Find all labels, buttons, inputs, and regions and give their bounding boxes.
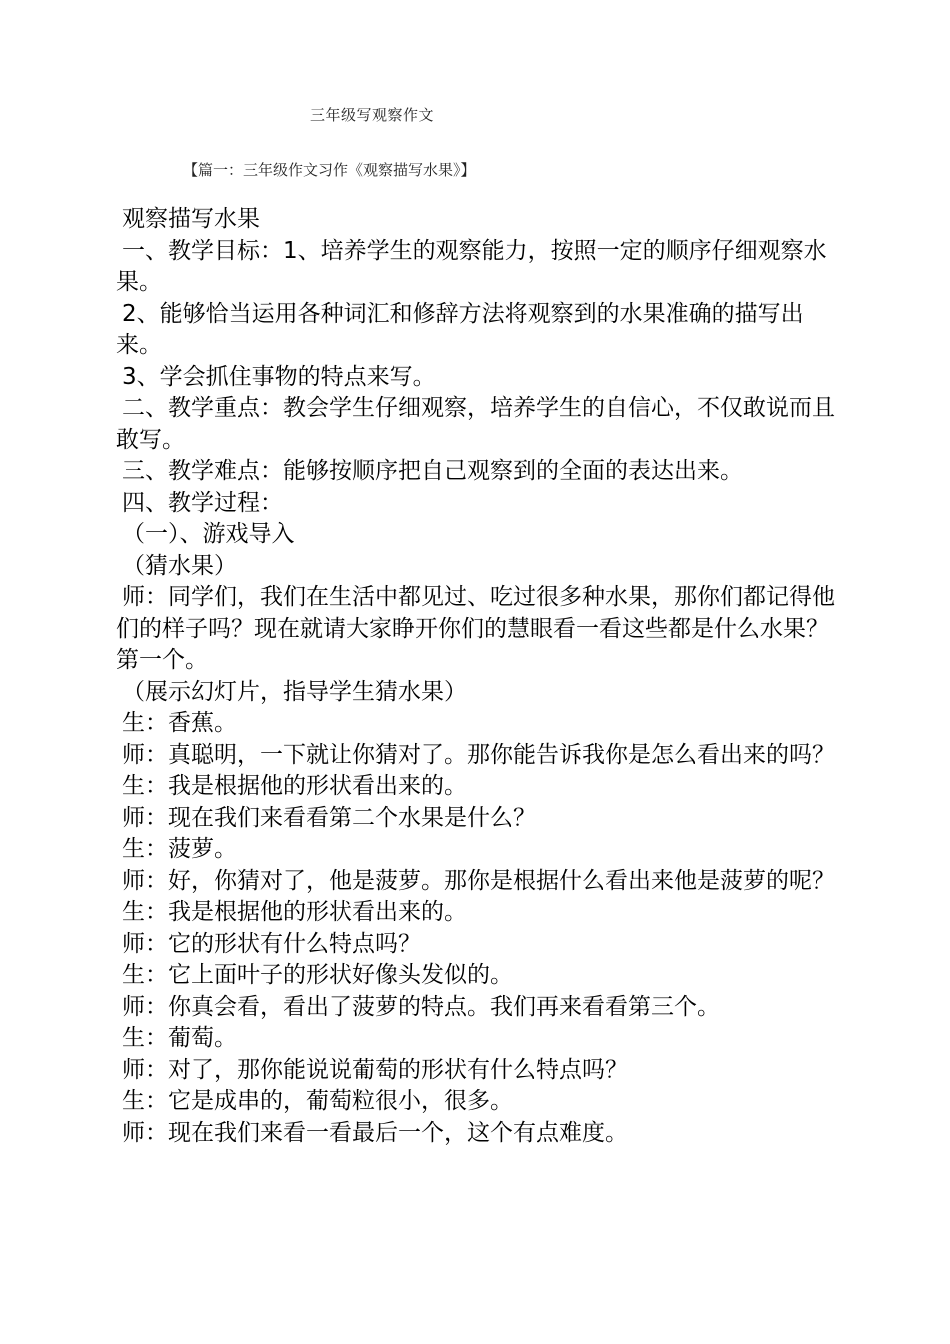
paragraph: 2、能够恰当运用各种词汇和修辞方法将观察到的水果准确的描写出来。	[116, 300, 804, 358]
paragraph: （猜水果）	[122, 552, 237, 579]
paragraph: 生：香蕉。	[122, 710, 237, 736]
paragraph: 师：现在我们来看一看最后一个，这个有点难度。	[122, 1119, 628, 1146]
paragraph: 师：对了，那你能说说葡萄的形状有什么特点吗？	[122, 1056, 628, 1083]
paragraph: 师：你真会看，看出了菠萝的特点。我们再来看看第三个。	[122, 993, 720, 1020]
paragraph: 一、教学目标：1、培养学生的观察能力，按照一定的顺序仔细观察水果。	[116, 237, 827, 295]
paragraph: 二、教学重点：教会学生仔细观察，培养学生的自信心，不仅敢说而且敢写。	[116, 395, 835, 453]
paragraph: 3、学会抓住事物的特点来写。	[122, 363, 436, 390]
paragraph: 师：它的形状有什么特点吗？	[122, 930, 421, 957]
paragraph: 生：葡萄。	[122, 1025, 237, 1051]
paragraph: 四、教学过程：	[122, 489, 283, 516]
paragraph: 生：我是根据他的形状看出来的。	[122, 773, 467, 799]
paragraph: 三、教学难点：能够按顺序把自己观察到的全面的表达出来。	[122, 458, 743, 484]
paragraph: 师：现在我们来看看第二个水果是什么？	[122, 804, 536, 831]
paragraph: 生：它上面叶子的形状好像头发似的。	[122, 962, 513, 988]
paragraph: 生：它是成串的，葡萄粒很小，很多。	[122, 1088, 513, 1114]
paragraph: 生：我是根据他的形状看出来的。	[122, 899, 467, 925]
document-title: 三年级写观察作文	[310, 106, 435, 124]
paragraph: （一）、游戏导入	[122, 521, 295, 547]
paragraph: 师：同学们，我们在生活中都见过、吃过很多种水果，那你们都记得他们的样子吗？现在就请大家睁开你们的慧眼看一看这些都是什么水果？第一个。	[116, 584, 835, 673]
paragraph: 生：菠萝。	[122, 836, 237, 862]
section-heading: 观察描写水果	[122, 206, 260, 232]
paragraph: 师：真聪明，一下就让你猜对了。那你能告诉我你是怎么看出来的吗？	[122, 741, 835, 768]
paragraph: 师：好，你猜对了，他是菠萝。那你是根据什么看出来他是菠萝的呢？	[122, 867, 835, 894]
document-subtitle: 【篇一：三年级作文习作《观察描写水果》】	[183, 161, 476, 179]
paragraph: （展示幻灯片，指导学生猜水果）	[122, 678, 467, 705]
document-body	[116, 204, 836, 1149]
